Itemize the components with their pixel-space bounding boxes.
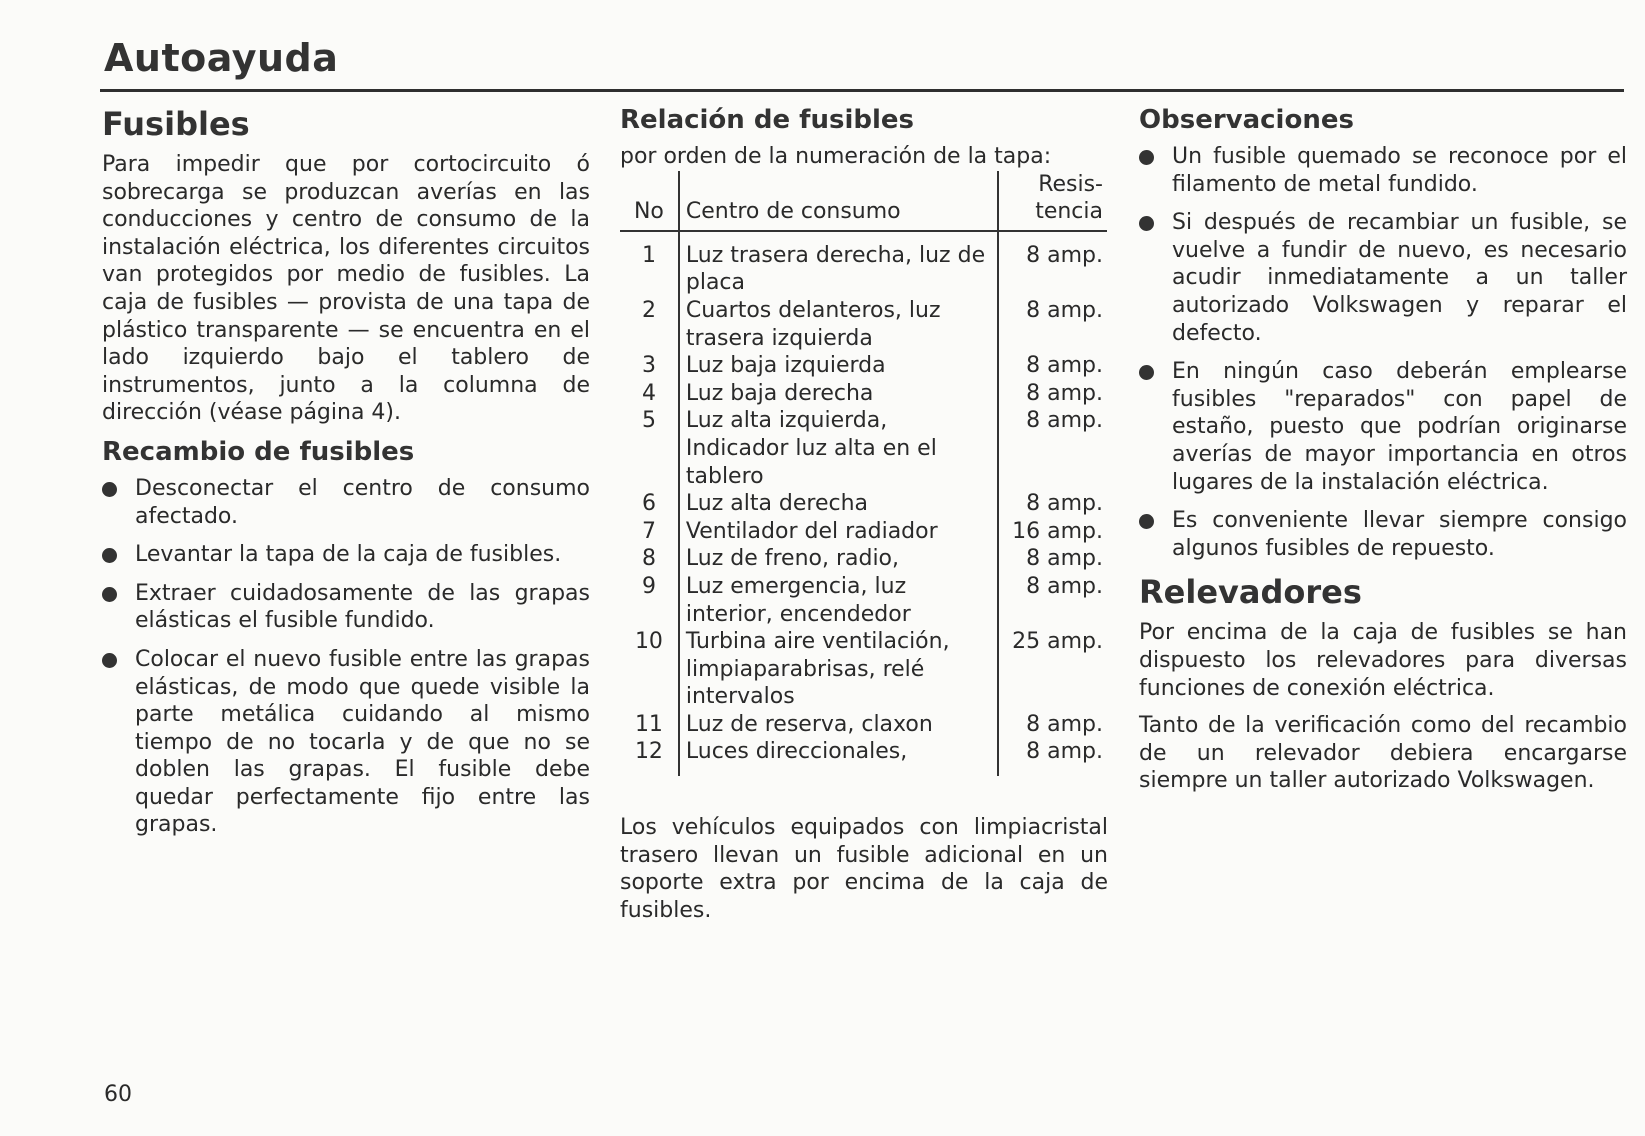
observaciones-list xyxy=(1139,143,1627,562)
cell-res: 8 amp. xyxy=(998,573,1107,628)
header-resistencia xyxy=(998,171,1107,231)
bullet-icon xyxy=(1139,514,1154,529)
column-observaciones xyxy=(1139,105,1627,795)
page-title: Autoayuda xyxy=(104,36,339,80)
relevadores-para-2: Tanto de la verificación como del recambio de un relevador debiera encargarse siempre un taller autorizado Volkswagen. xyxy=(1139,713,1627,794)
table-row xyxy=(620,352,1107,380)
bullet-icon xyxy=(1139,216,1154,231)
table-row xyxy=(620,380,1107,408)
title-divider xyxy=(100,89,1624,92)
list-item xyxy=(102,541,590,569)
cell-no: 2 xyxy=(641,297,656,323)
header-res-line2: tencia xyxy=(1035,199,1103,225)
cell-name: Turbina aire ventilación, limpiaparabrisas, relé intervalos xyxy=(679,628,998,711)
list-item xyxy=(102,646,590,839)
cell-name: Luz alta derecha xyxy=(679,490,998,518)
fuse-table xyxy=(620,171,1107,776)
cell-res: 8 amp. xyxy=(998,352,1107,380)
cell-name: Ventilador del radiador xyxy=(679,518,998,546)
fusibles-intro: Para impedir que por cortocircuito ó sobrecarga se produzcan averías en las conducciones y centro de consumo de la instalación eléctrica, los diferentes circuitos van protegidos por medio de fusibles. La caja de fusibles — provista de una tapa de plástico transparente — se encuentra en el lado izquierdo bajo el tablero de instrumentos, junto a la columna de dirección (véase página 4). xyxy=(102,152,590,426)
list-item-text: Un fusible quemado se reconoce por el filamento de metal fundido. xyxy=(1172,144,1627,197)
cell-name: Luz baja derecha xyxy=(679,380,998,408)
fusibles-heading: Fusibles xyxy=(102,105,250,143)
cell-name: Luz de reserva, claxon xyxy=(679,711,998,739)
relevadores-heading: Relevadores xyxy=(1139,573,1362,612)
cell-res: 8 amp. xyxy=(998,407,1107,490)
cell-no: 6 xyxy=(641,491,656,517)
column-relacion-fusibles xyxy=(620,105,1108,924)
table-row xyxy=(620,490,1107,518)
table-row xyxy=(620,407,1107,490)
bullet-icon xyxy=(102,587,117,602)
cell-name: Luz baja izquierda xyxy=(679,352,998,380)
list-item xyxy=(102,580,590,635)
cell-no: 10 xyxy=(634,629,663,655)
bullet-icon xyxy=(102,548,117,563)
table-row xyxy=(620,628,1107,711)
cell-res: 8 amp. xyxy=(998,711,1107,739)
table-header-row xyxy=(620,171,1107,231)
relacion-intro: por orden de la numeración de la tapa: xyxy=(620,144,1052,169)
header-res-line1: Resis- xyxy=(1038,171,1103,197)
cell-res: 8 amp. xyxy=(998,738,1107,776)
list-item xyxy=(102,475,590,530)
cell-no: 1 xyxy=(641,242,656,268)
cell-res: 8 amp. xyxy=(998,380,1107,408)
cell-no: 9 xyxy=(641,573,656,599)
cell-no: 11 xyxy=(634,711,663,737)
table-row xyxy=(620,738,1107,776)
page-number: 60 xyxy=(104,1082,132,1107)
list-item xyxy=(1139,507,1627,562)
cell-res: 25 amp. xyxy=(998,628,1107,711)
cell-res: 8 amp. xyxy=(998,545,1107,573)
table-row xyxy=(620,573,1107,628)
cell-name: Luz trasera derecha, luz de placa xyxy=(679,231,998,297)
cell-res: 8 amp. xyxy=(998,231,1107,297)
cell-name: Luz emergencia, luz interior, encendedor xyxy=(679,573,998,628)
list-item-text: Desconectar el centro de consumo afectado. xyxy=(135,475,590,529)
cell-res: 16 amp. xyxy=(998,518,1107,546)
cell-name: Luces direccionales, xyxy=(679,738,998,776)
cell-no: 3 xyxy=(641,353,656,379)
cell-name: Cuartos delanteros, luz trasera izquierda xyxy=(679,297,998,352)
recambio-heading: Recambio de fusibles xyxy=(102,436,415,467)
bullet-icon xyxy=(102,653,117,668)
cell-res: 8 amp. xyxy=(998,490,1107,518)
bullet-icon xyxy=(102,482,117,497)
list-item xyxy=(1139,143,1627,198)
cell-no: 8 xyxy=(641,546,656,572)
cell-name: Luz alta izquierda, Indicador luz alta en el tablero xyxy=(679,407,998,490)
cell-no: 7 xyxy=(641,518,656,544)
header-no: No xyxy=(620,171,679,231)
bullet-icon xyxy=(1139,365,1154,380)
cell-no: 12 xyxy=(634,739,663,765)
relevadores-para-1: Por encima de la caja de fusibles se han dispuesto los relevadores para diversas funciones de conexión eléctrica. xyxy=(1139,620,1627,701)
column-fusibles xyxy=(102,105,590,850)
table-row xyxy=(620,711,1107,739)
list-item xyxy=(1139,358,1627,496)
list-item-text: Colocar el nuevo fusible entre las grapas elásticas, de modo que quede visible la parte metálica cuidando al mismo tiempo de no tocarla y de que no se doblen las grapas. El fusible debe quedar perfectamente fijo entre las grapas. xyxy=(135,646,590,838)
bullet-icon xyxy=(1139,150,1154,165)
cell-res: 8 amp. xyxy=(998,297,1107,352)
table-row xyxy=(620,231,1107,297)
table-row xyxy=(620,545,1107,573)
cell-name: Luz de freno, radio, xyxy=(679,545,998,573)
table-row xyxy=(620,297,1107,352)
list-item-text: Si después de recambiar un fusible, se vuelve a fundir de nuevo, es necesario acudir inmediatamente a un taller autorizado Volkswagen y reparar el defecto. xyxy=(1172,210,1627,346)
table-row xyxy=(620,518,1107,546)
relacion-heading: Relación de fusibles xyxy=(620,105,914,135)
cell-no: 5 xyxy=(641,408,656,434)
limpiacristal-note: Los vehículos equipados con limpiacristal trasero llevan un fusible adicional en un soporte extra por encima de la caja de fusibles. xyxy=(620,815,1108,923)
header-centro-consumo: Centro de consumo xyxy=(679,171,998,231)
list-item-text: Extraer cuidadosamente de las grapas elásticas el fusible fundido. xyxy=(135,580,590,634)
list-item-text: Levantar la tapa de la caja de fusibles. xyxy=(135,542,562,568)
list-item-text: En ningún caso deberán emplearse fusibles "reparados" con papel de estaño, puesto que podrían originarse averías de mayor importancia en otros lugares de la instalación eléctrica. xyxy=(1172,359,1627,495)
list-item-text: Es conveniente llevar siempre consigo algunos fusibles de repuesto. xyxy=(1172,508,1627,561)
list-item xyxy=(1139,209,1627,347)
observaciones-heading: Observaciones xyxy=(1139,105,1354,135)
recambio-steps xyxy=(102,475,590,839)
cell-no: 4 xyxy=(641,380,656,406)
